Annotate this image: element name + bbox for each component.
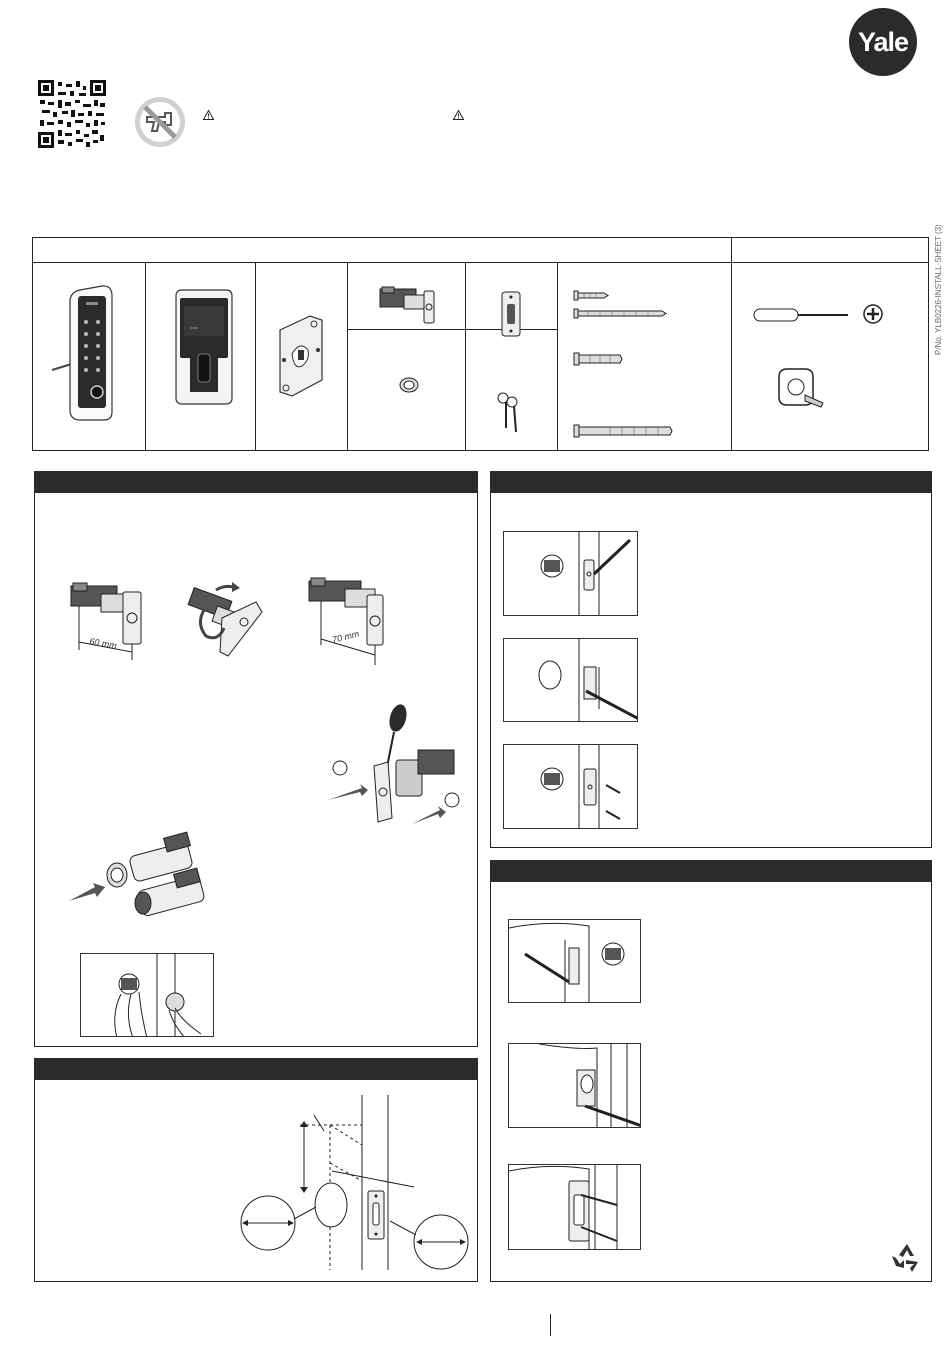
measure-70-label: 70 mm	[331, 628, 361, 645]
latch-adjust-illustration	[180, 580, 270, 665]
col-divider	[255, 263, 256, 451]
latch-60mm-illustration	[65, 580, 160, 670]
row-divider	[347, 329, 557, 330]
warning-icon	[453, 110, 464, 120]
no-drill-icon	[133, 95, 187, 149]
tape-measure-icon	[775, 365, 827, 409]
latch-70mm-illustration	[305, 575, 400, 670]
col-divider	[145, 263, 146, 451]
section-strike-install-header	[490, 471, 932, 493]
brand-logo	[849, 8, 917, 76]
latch-illustration	[374, 283, 440, 327]
strike-plate-illustration	[500, 290, 524, 340]
part-number-label: P/No. YLB0226-INSTALL-SHEET (3)	[934, 224, 943, 355]
col-divider	[731, 237, 732, 451]
parts-table	[32, 237, 929, 451]
screwdriver-icon	[752, 305, 852, 325]
keypad-exterior-illustration	[50, 282, 140, 427]
strike-step-3-panel	[503, 744, 638, 829]
parts-table-header-rule	[32, 262, 929, 263]
col-divider	[347, 263, 348, 451]
door-strike-step-1-panel	[508, 919, 641, 1003]
drive-in-collar-illustration	[398, 376, 420, 394]
collar-insertion-illustration	[65, 825, 215, 920]
latch-insert-panel	[80, 953, 214, 1037]
brand-name: Yale	[857, 26, 909, 57]
col-divider	[557, 263, 558, 451]
qr-code[interactable]	[38, 80, 106, 148]
door-prep-diagram	[238, 1095, 473, 1275]
door-strike-step-2-panel	[508, 1043, 641, 1128]
keys-illustration	[494, 388, 524, 436]
door-strike-step-3-panel	[508, 1164, 641, 1250]
strike-step-1-panel	[503, 531, 638, 616]
faceplate-removal-illustration	[320, 700, 470, 830]
recycle-icon	[890, 1240, 924, 1274]
measure-60-label: 60 mm	[88, 636, 118, 651]
col-divider	[465, 263, 466, 451]
section-door-prep-header	[34, 1058, 478, 1080]
phillips-icon	[862, 303, 884, 325]
section-latch-setup-header	[34, 471, 478, 493]
strike-step-2-panel	[503, 638, 638, 722]
warning-icon	[203, 110, 214, 120]
section-door-strike-header	[490, 860, 932, 882]
interior-housing-illustration	[168, 288, 238, 408]
mounting-plate-illustration	[270, 310, 330, 405]
fold-mark	[550, 1314, 551, 1336]
screws-illustration	[570, 285, 680, 441]
